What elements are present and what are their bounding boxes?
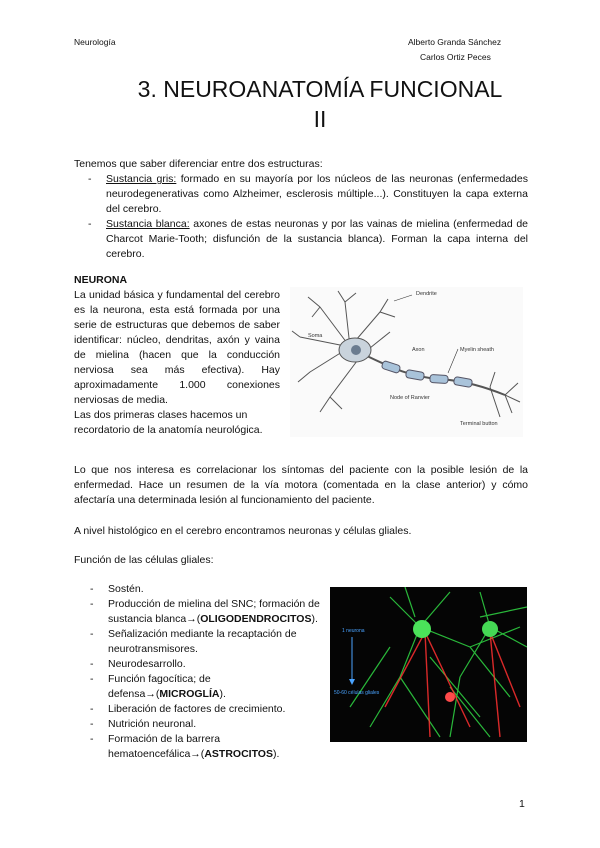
section-heading: NEURONA [74, 274, 128, 286]
list-item: - Liberación de factores de crecimiento. [90, 702, 322, 717]
header-author-2: Carlos Ortiz Peces [420, 52, 491, 62]
label-dendrite: Dendrite [416, 291, 437, 297]
title-line-2: II [313, 106, 327, 132]
page-title [0, 74, 600, 134]
neurona-section [74, 273, 280, 438]
title-line-1: 3. NEUROANATOMÍA FUNCIONAL [137, 76, 503, 102]
header-author-1: Alberto Granda Sánchez [408, 37, 502, 47]
list-item: - Función fagocítica; de defensa→(MICROGLÍA). [90, 672, 322, 702]
term: Sustancia gris: [106, 173, 177, 185]
page-number: 1 [519, 798, 525, 810]
label-axon: Axon [412, 347, 425, 353]
neurona-paragraph-2: Las dos primeras clases hacemos un recordatorio de la anatomía neurológica. [74, 409, 263, 436]
label-terminal: Terminal button [460, 421, 498, 427]
list-item: - Nutrición neuronal. [90, 717, 322, 732]
term-desc: formado en su mayoría por los núcleos de las neuronas (enfermedades neurodegenerativas como Alzheimer, esclerosis múltiple...). Constituyen la capa externa del cerebro. [106, 173, 528, 215]
sintomas-paragraph: Lo que nos interesa es correlacionar los síntomas del paciente con la posible lesión de la enfermedad. Hace un resumen de la vía motora (comentada en la clase anterior) y cómo afectaría una determinada lesión al funcionamiento del paciente. [74, 464, 528, 506]
list-item: - Sostén. [90, 582, 322, 597]
structure-list [88, 172, 528, 262]
label-neurona: 1 neurona [342, 628, 365, 634]
label-soma: Soma [308, 333, 323, 339]
list-item: - Señalización mediante la recaptación de neurotransmisores. [90, 627, 322, 657]
glia-heading: Función de las células gliales: [74, 554, 214, 566]
glia-list-section [90, 582, 322, 762]
list-item: - Neurodesarrollo. [90, 657, 322, 672]
label-node: Node of Ranvier [390, 395, 430, 401]
list-item: - Producción de mielina del SNC; formación de sustancia blanca→(OLIGODENDROCITOS). [90, 597, 322, 627]
neurona-paragraph: La unidad básica y fundamental del cerebro es la neurona, esta está formada por una serie de estructuras que debemos de saber identificar: núcleo, dendritas, axón y vaina de mielina (hacen que la conducción nerviosa sea más efectiva). Hay aproximadamente 1.000 conexiones nerviosas de media. [74, 289, 280, 406]
intro-text: Tenemos que saber diferenciar entre dos estructuras: [74, 158, 323, 170]
list-item [88, 172, 528, 217]
term: Sustancia blanca: [106, 218, 190, 230]
term-desc: axones de estas neuronas y por las vainas de mielina (enfermedad de Charcot Marie-Tooth; disfunción de la sustancia blanca). Forman la capa interna del cerebro. [106, 218, 529, 260]
header-left: Neurología [74, 37, 116, 47]
glia-function-list [90, 582, 322, 762]
label-myelin: Myelin sheath [460, 347, 494, 353]
glia-microscopy-image [330, 587, 527, 742]
label-celulas-gliales: 50-60 células gliales [334, 690, 380, 696]
intro-section [74, 157, 528, 262]
list-item [88, 217, 528, 262]
neuron-diagram-image [290, 287, 523, 437]
histologico-paragraph: A nivel histológico en el cerebro encontramos neuronas y células gliales. [74, 525, 412, 537]
list-item: - Formación de la barrera hematoencefálica→(ASTROCITOS). [90, 732, 322, 762]
